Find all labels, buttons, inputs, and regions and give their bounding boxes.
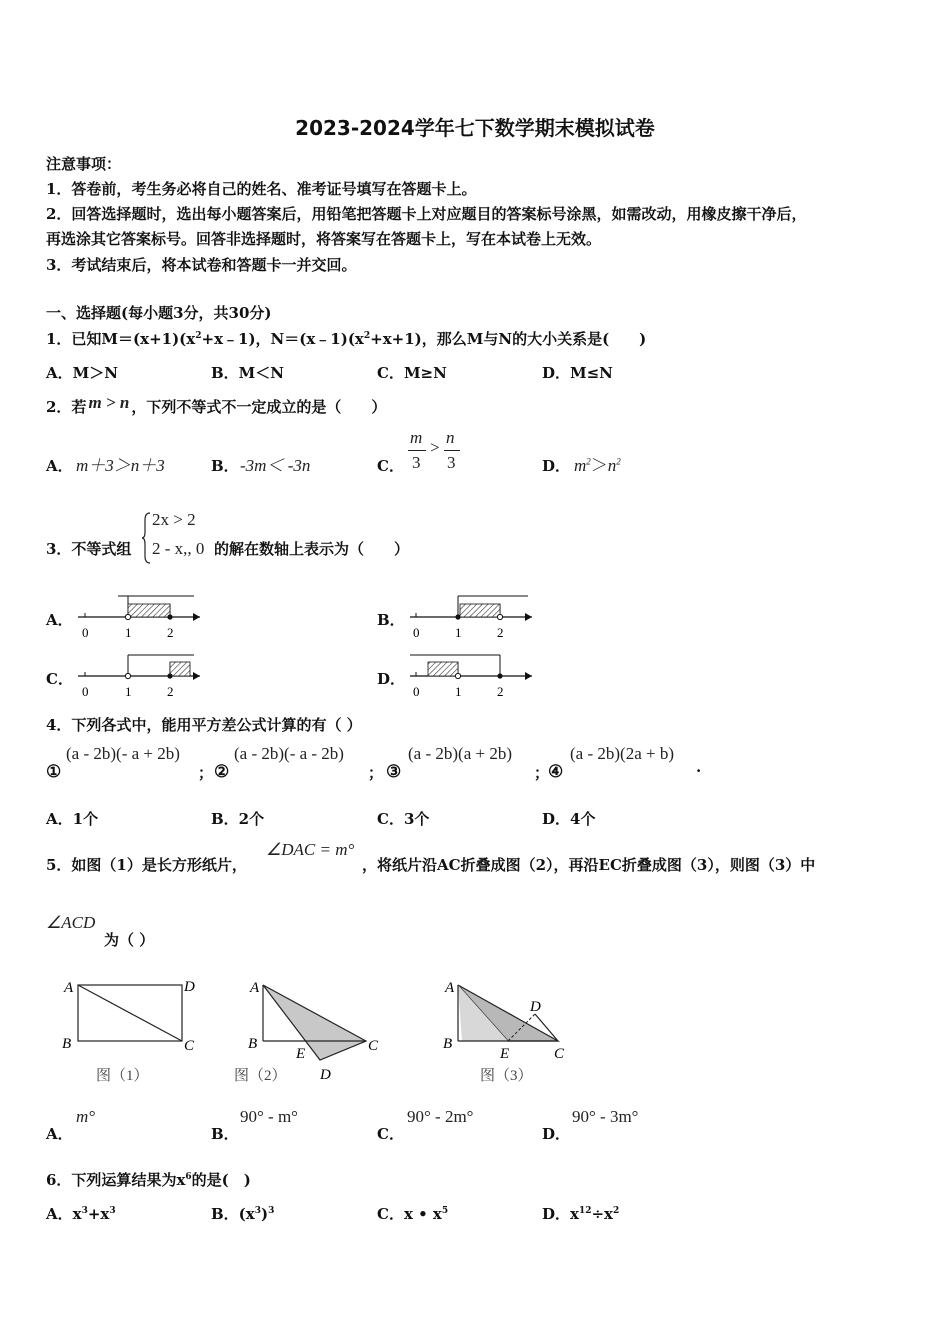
q5-option-c: 90° - 2m° — [407, 1107, 474, 1126]
q2-label-c: C． — [377, 457, 404, 475]
tick-1: 1 — [455, 625, 462, 640]
q5-option-b: 90° - m° — [240, 1107, 298, 1126]
svg-text:B: B — [248, 1036, 258, 1052]
q2-option-c-fraction: m 3 > n 3 — [406, 428, 466, 476]
q6-option-d: D．$x^{12}\div x^2$ — [542, 1205, 620, 1223]
figure-2-folded — [234, 980, 379, 1084]
question-2-stem: 2．若 m > n ，下列不等式不一定成立的是（ ） — [46, 393, 387, 416]
number-line-d — [410, 655, 532, 699]
question-3-rest: 的解在数轴上表示为（ ） — [214, 540, 410, 558]
q3-label-c: C． — [46, 670, 73, 688]
tick-2: 2 — [167, 684, 174, 699]
page-title: 2023-2024学年七下数学期末模拟试卷 — [295, 116, 655, 140]
figure-3-caption: 图（3） — [480, 1068, 533, 1084]
section-heading: 一、选择题(每小题3分，共30分) — [46, 304, 272, 322]
q3-inequality-system: 2x > 2 2 - x,, 0 — [142, 510, 214, 566]
svg-text:D: D — [320, 1067, 331, 1083]
tick-0: 0 — [82, 625, 89, 640]
svg-text:C: C — [184, 1038, 195, 1054]
figure-1-caption: 图（1） — [96, 1068, 149, 1084]
q2-label-b: B． — [211, 457, 239, 475]
q5-option-a: m° — [76, 1107, 96, 1126]
tick-2: 2 — [167, 625, 174, 640]
q2-option-d: $m^2>n^2$ — [574, 456, 621, 475]
figure-3-folded-twice — [443, 980, 565, 1084]
figure-2-caption: 图（2） — [234, 1068, 287, 1084]
question-6-stem: 6．下列运算结果为$x^6$的是( ) — [46, 1171, 251, 1189]
q2-label-a: A． — [46, 457, 73, 475]
svg-text:E: E — [296, 1046, 306, 1062]
q4-option-b: B．2个 — [211, 810, 265, 828]
q4-option-d: D．4个 — [542, 810, 596, 828]
q5-angle-acd: ∠ACD — [46, 913, 96, 932]
tick-2: 2 — [497, 684, 504, 699]
notice-heading: 注意事项： — [46, 155, 122, 173]
tick-0: 0 — [82, 684, 89, 699]
tick-1: 1 — [125, 684, 132, 699]
q4-option-a: A．1个 — [46, 810, 99, 828]
svg-text:B: B — [443, 1036, 453, 1052]
q6-option-a: A．$x^3+x^3$ — [46, 1205, 116, 1223]
tick-1: 1 — [455, 684, 462, 699]
svg-text:E: E — [500, 1046, 510, 1062]
number-line-b — [410, 596, 532, 640]
question-5-stem-a: 5．如图（1）是长方形纸片， — [46, 856, 247, 874]
q3-label-a: A． — [46, 611, 73, 629]
q3-label-b: B． — [377, 611, 405, 629]
question-3-num: 3．不等式组 — [46, 540, 132, 558]
question-4-stem: 4．下列各式中，能用平方差公式计算的有（ ） — [46, 716, 362, 734]
q5-label-c: C． — [377, 1125, 404, 1143]
tick-2: 2 — [497, 625, 504, 640]
svg-text:D: D — [530, 999, 541, 1015]
q2-option-b: -3m＜ -3n — [240, 456, 311, 475]
svg-text:C: C — [368, 1038, 379, 1054]
q6-option-b: B．$(x^3)^3$ — [211, 1205, 275, 1223]
q3-label-d: D． — [377, 670, 406, 688]
q4-items: ① (a - 2b)(- a + 2b) ； ② (a - 2b)(- a - 2b) ； ③ (a - 2b)(a + 2b) ； ④ (a - 2b)(2a + b) . — [46, 744, 702, 782]
number-line-c — [78, 655, 200, 699]
q5-option-d: 90° - 3m° — [572, 1107, 639, 1126]
svg-text:D: D — [184, 979, 195, 995]
q2-label-d: D． — [542, 457, 571, 475]
q6-option-c: C．x • $x^5$ — [377, 1205, 449, 1223]
notice-item: 3．考试结束后，将本试卷和答题卡一并交回。 — [46, 256, 357, 274]
q4-option-c: C．3个 — [377, 810, 430, 828]
q5-label-b: B． — [211, 1125, 239, 1143]
q1-option-b: B．M＜N — [211, 364, 284, 382]
q1-option-c: C．M≥N — [377, 364, 447, 382]
notice-item: 再选涂其它答案标号。回答非选择题时，将答案写在答题卡上，写在本试卷上无效。 — [46, 230, 602, 248]
q1-option-a: A．M＞N — [46, 364, 118, 382]
question-5-stem-c: 为（ ） — [104, 931, 155, 949]
svg-text:B: B — [62, 1036, 72, 1052]
svg-text:A: A — [445, 980, 455, 996]
notice-item: 2．回答选择题时，选出每小题答案后，用铅笔把答题卡上对应题目的答案标号涂黑，如需改动，用橡皮擦干净后， — [46, 205, 807, 223]
figure-1-rectangle — [62, 979, 195, 1084]
svg-text:A: A — [250, 980, 260, 996]
tick-1: 1 — [125, 625, 132, 640]
q5-label-d: D． — [542, 1125, 571, 1143]
svg-text:C: C — [554, 1046, 565, 1062]
question-5-stem-b: ，将纸片沿AC折叠成图（2），再沿EC折叠成图（3），则图（3）中 — [362, 856, 816, 874]
question-1-stem: 1．已知$M=(x+1)(x^2+x﹣1)$，$N=(x﹣1)(x^2+x+1)$，那么M与N的大小关系是( ) — [46, 330, 647, 348]
number-line-a — [78, 596, 200, 640]
q5-angle: ∠DAC = m° — [266, 840, 355, 859]
tick-0: 0 — [413, 684, 420, 699]
tick-0: 0 — [413, 625, 420, 640]
q5-label-a: A． — [46, 1125, 73, 1143]
svg-text:A: A — [64, 980, 74, 996]
notice-item: 1．答卷前，考生务必将自己的姓名、准考证号填写在答题卡上。 — [46, 180, 477, 198]
q1-option-d: D．M≤N — [542, 364, 613, 382]
q2-option-a: m＋3＞n＋3 — [76, 456, 165, 475]
